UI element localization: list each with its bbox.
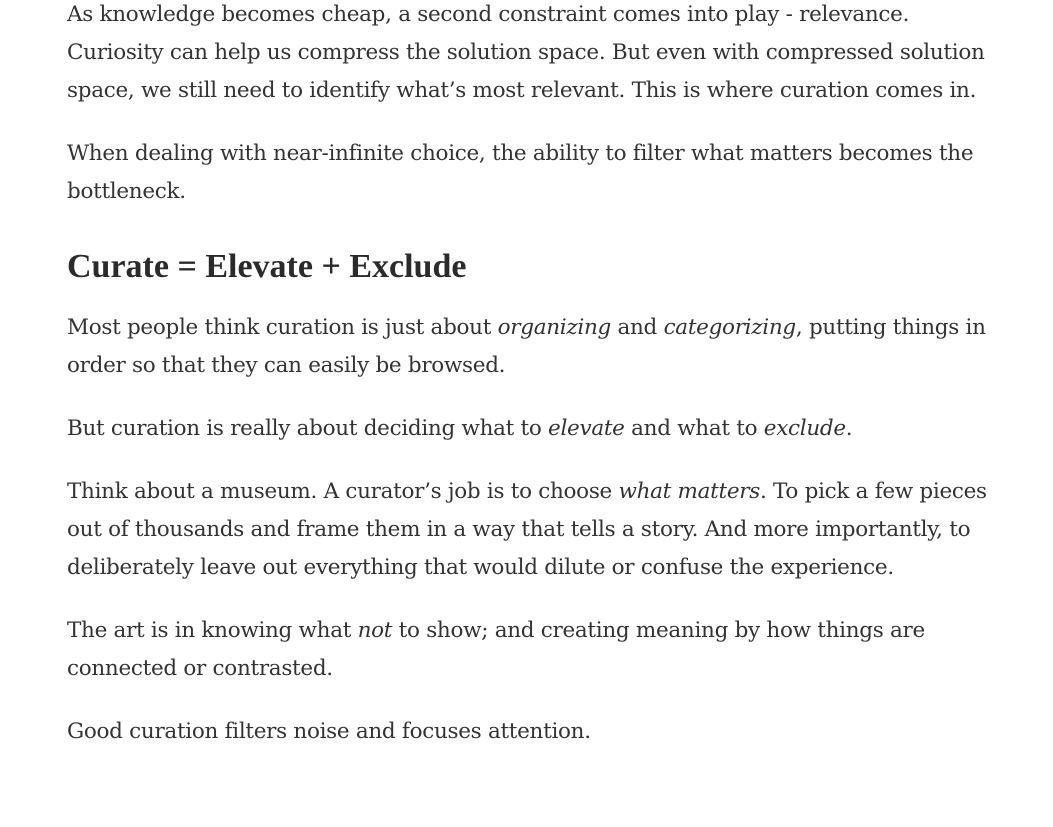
emphasis-elevate: elevate (548, 416, 625, 441)
paragraph-relevance: As knowledge becomes cheap, a second constraint comes into play - relevance. Curiosity can help us compress the solution space. But even with compressed solution space, we still need to identify what’s most relevant. This is where curation comes in. (67, 2, 985, 103)
emphasis-exclude: exclude (763, 416, 846, 441)
paragraph-organizing (67, 309, 997, 385)
section-heading: Curate = Elevate + Exclude (67, 248, 467, 285)
paragraph-museum (67, 473, 997, 587)
text-run: to show; and creating meaning by how things are connected or contrasted. (67, 618, 925, 681)
emphasis-categorizing: categorizing (663, 315, 796, 340)
paragraph-elevate-exclude (67, 410, 997, 448)
text-run: . (845, 416, 853, 441)
text-run: But curation is really about deciding what to (67, 416, 549, 441)
text-run: Think about a museum. A curator’s job is to choose (67, 479, 619, 504)
text-run: . To pick a few pieces out of thousands and frame them in a way that tells a story. And more importantly, to deliberately leave out everything that would dilute or confuse the experience. (67, 479, 987, 580)
text-run: The art is in knowing what (67, 618, 358, 643)
text-run: Most people think curation is just about (67, 315, 498, 340)
paragraph-art (67, 612, 997, 688)
article-body (67, 0, 997, 776)
paragraph-good-curation: Good curation filters noise and focuses attention. (67, 719, 591, 744)
text-run: , putting things in order so that they can easily be browsed. (67, 315, 986, 378)
emphasis-not: not (357, 618, 393, 643)
emphasis-organizing: organizing (497, 315, 611, 340)
emphasis-what-matters: what matters (618, 479, 760, 504)
paragraph-bottleneck: When dealing with near-infinite choice, the ability to filter what matters becomes the bottleneck. (67, 141, 974, 204)
text-run: and what to (624, 416, 764, 441)
text-run: and (610, 315, 664, 340)
